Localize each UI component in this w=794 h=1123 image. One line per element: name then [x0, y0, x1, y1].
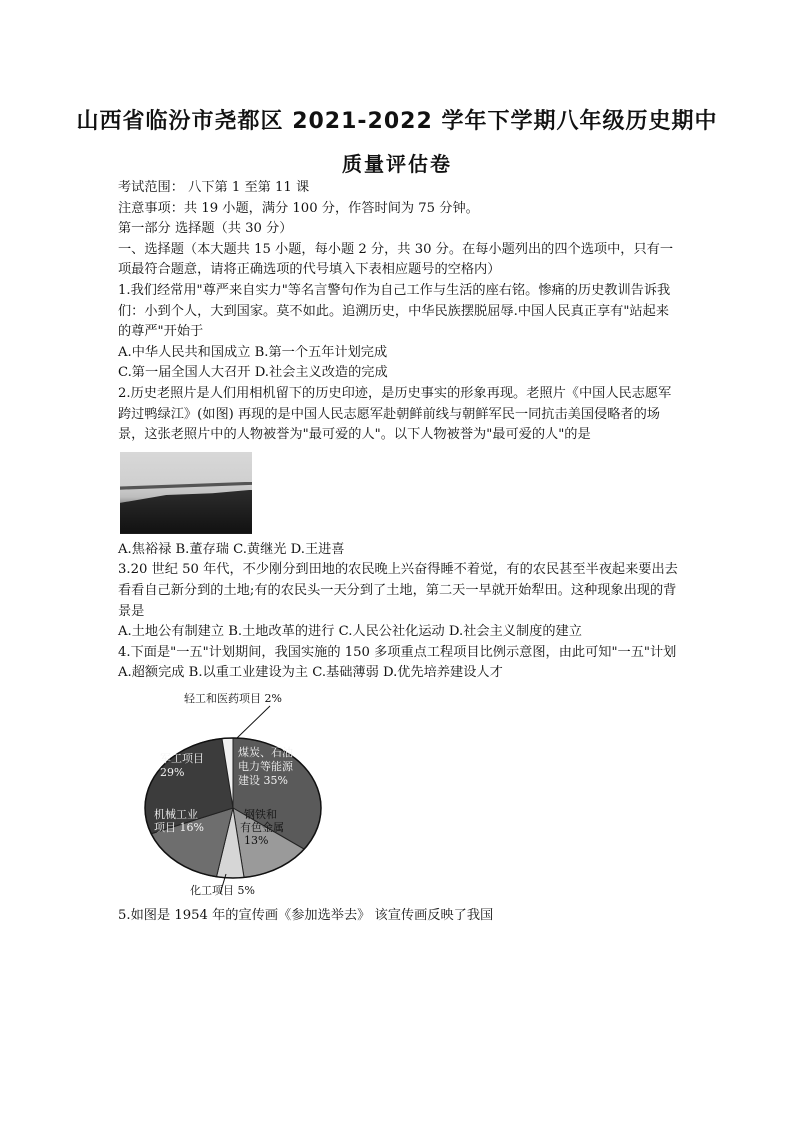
pie-label-0-2: 建设 35% [238, 773, 288, 787]
exam-subtitle: 质量评估卷 [342, 152, 452, 176]
question-1: 1.我们经常用"尊严来自实力"等名言警句作为自己工作与生活的座右铭。惨痛的历史教训告诉我们：小到个人，大到国家。莫不如此。追溯历史，中华民族摆脱屈辱.中国人民真正享有"站起来的尊严"开始于 [118, 282, 671, 340]
question-5: 5.如图是 1954 年的宣传画《参加选举去》 该宣传画反映了我国 [118, 907, 494, 923]
pie-label-4-0: 军工项目 [160, 751, 204, 765]
pie-label-0-1: 电力等能源 [238, 759, 293, 773]
pie-label-2-0: 化工项目 5% [190, 883, 255, 897]
photo-soldiers [120, 490, 252, 534]
question-2-options: A.焦裕禄 B.董存瑞 C.黄继光 D.王进喜 [118, 541, 345, 557]
pie-svg [120, 690, 360, 906]
exam-scope: 考试范围： 八下第 1 至第 11 课 [118, 180, 310, 195]
pie-label-1-0: 钢铁和 [244, 807, 277, 821]
question-1-options-ab: A.中华人民共和国成立 B.第一个五年计划完成 [118, 344, 388, 360]
exam-notes: 注意事项：共 19 小题，满分 100 分，作答时间为 75 分钟。 [118, 200, 479, 216]
pie-label-3-1: 项目 16% [154, 820, 204, 834]
volunteer-army-photo [120, 452, 252, 534]
photo-bridge [120, 482, 252, 490]
pie-label-1-1: 有色金属 [240, 820, 284, 834]
pie-label-1-2: 13% [244, 833, 269, 847]
part-heading: 第一部分 选择题（共 30 分） [118, 221, 293, 237]
pie-label-0-0: 煤炭、石油 [238, 745, 293, 759]
question-2: 2.历史老照片是人们用相机留下的历史印迹，是历史事实的形象再现。老照片《中国人民志愿军跨过鸭绿江》(如图) 再现的是中国人民志愿军赴朝鲜前线与朝鲜军民一同抗击美国侵略者的场景，这张老照片中的人物被誉为"最可爱的人"。以下人物被誉为"最可爱的人"的是 [118, 385, 672, 443]
pie-label-3-0: 机械工业 [154, 807, 198, 821]
question-4: 4.下面是"一五"计划期间，我国实施的 150 多项重点工程项目比例示意图，由此可知"一五"计划 [118, 644, 677, 660]
question-4-options: A.超额完成 B.以重工业建设为主 C.基础薄弱 D.优先培养建设人才 [118, 665, 503, 681]
pie-label-4-1: 29% [160, 765, 185, 779]
question-3-options: A.土地公有制建立 B.土地改革的进行 C.人民公社化运动 D.社会主义制度的建立 [118, 624, 582, 640]
pie-label-5-0: 轻工和医药项目 2% [184, 691, 282, 705]
pie-leader-line-1 [237, 706, 270, 738]
exam-body [118, 178, 680, 926]
question-3: 3.20 世纪 50 年代，不少刚分到田地的农民晚上兴奋得睡不着觉，有的农民甚至半夜起来要出去看看自己新分到的土地;有的农民头一天分到了土地，第二天一早就开始犁田。这种现象出现的背景是 [118, 562, 678, 619]
project-pie-chart [120, 690, 360, 906]
section-instructions: 一、选择题（本大题共 15 小题，每小题 2 分，共 30 分。在每小题列出的四个选项中，只有一项最符合题意，请将正确选项的代号填入下表相应题号的空格内） [118, 241, 674, 278]
exam-title: 山西省临汾市尧都区 2021-2022 学年下学期八年级历史期中 [76, 109, 718, 134]
question-1-options-cd: C.第一届全国人大召开 D.社会主义改造的完成 [118, 365, 388, 381]
